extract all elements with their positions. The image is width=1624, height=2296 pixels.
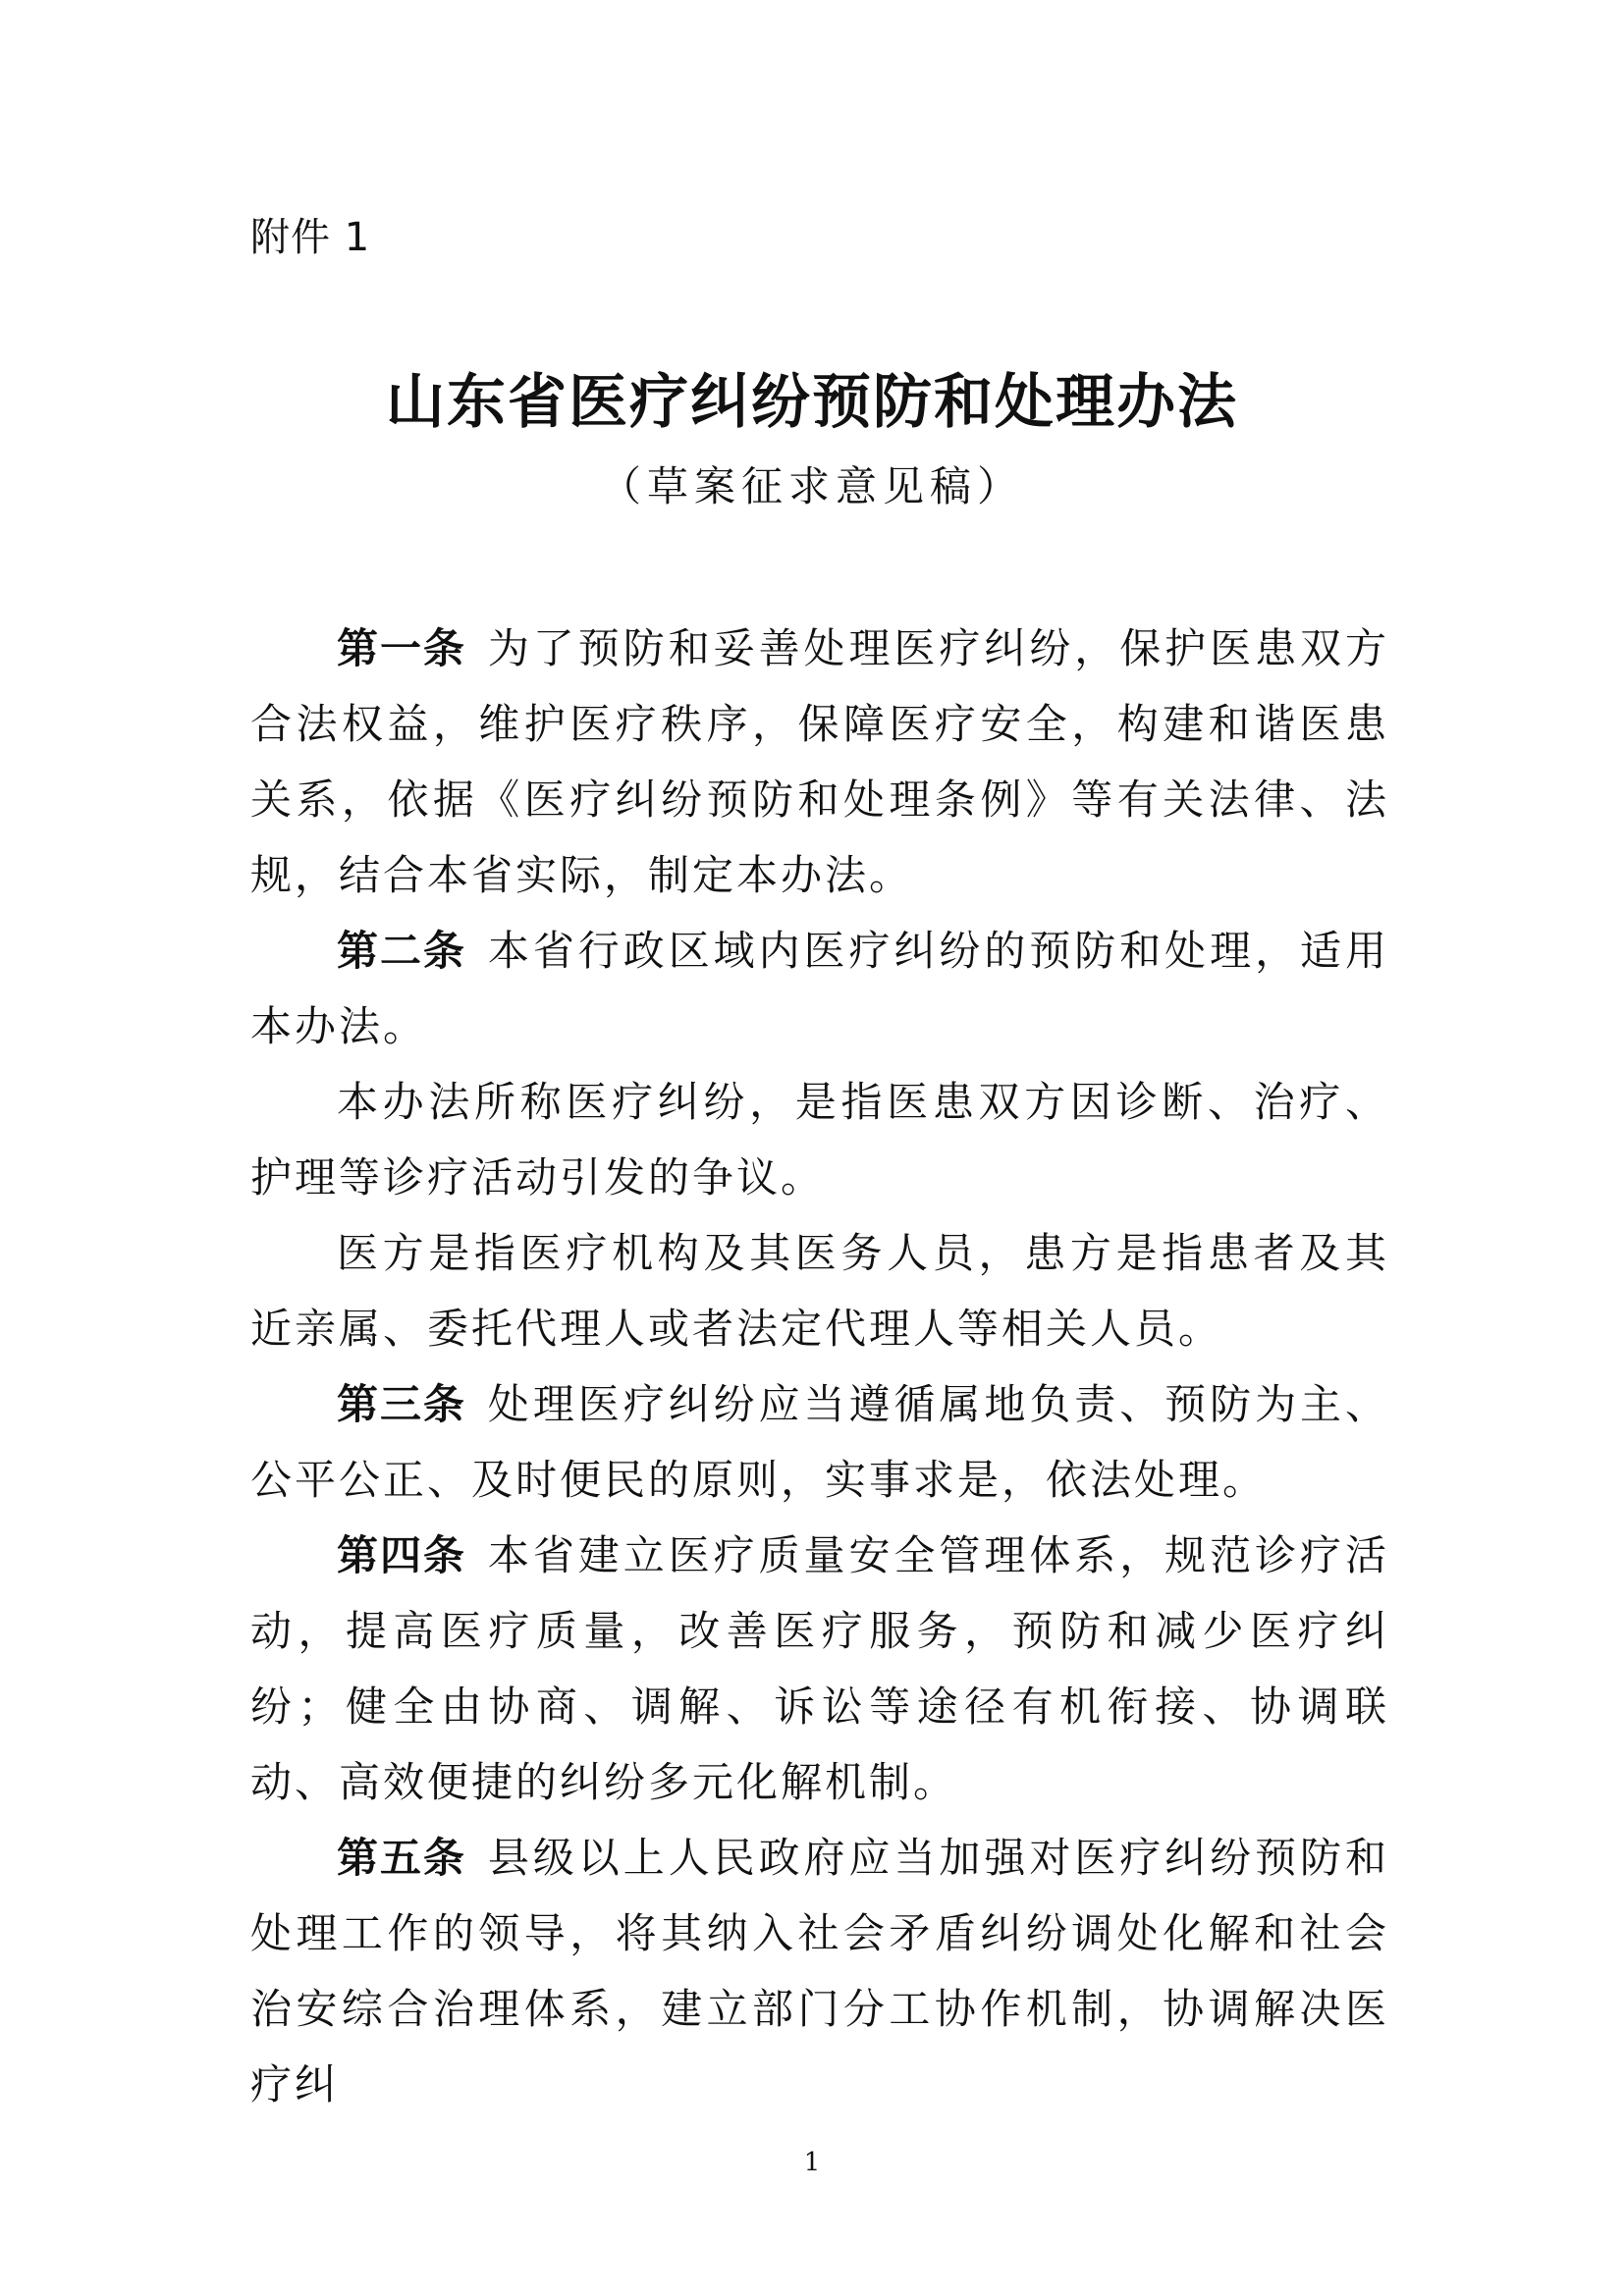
paragraph-definition	[250, 1064, 1389, 1215]
article-label: 第五条	[337, 1834, 466, 1882]
article-label: 第二条	[337, 927, 466, 975]
paragraph-text: 为了预防和妥善处理医疗纠纷，保护医患双方合法权益，维护医疗秩序，保障医疗安全，构建和谐医患关系，依据《医疗纠纷预防和处理条例》等有关法律、法规，结合本省实际，制定本办法。	[250, 624, 1389, 899]
paragraph-parties	[250, 1215, 1389, 1366]
paragraph-text: 本省建立医疗质量安全管理体系，规范诊疗活动，提高医疗质量，改善医疗服务，预防和减少医疗纠纷；健全由协商、调解、诉讼等途径有机衔接、协调联动、高效便捷的纠纷多元化解机制。	[250, 1531, 1389, 1806]
paragraph-article-4	[250, 1518, 1389, 1820]
paragraph-text: 处理医疗纠纷应当遵循属地负责、预防为主、公平公正、及时便民的原则，实事求是，依法处理。	[250, 1380, 1389, 1504]
paragraph-article-3	[250, 1366, 1389, 1518]
article-label: 第一条	[337, 624, 466, 672]
paragraph-article-5	[250, 1820, 1389, 2122]
attachment-label: 附件 1	[250, 215, 371, 260]
page-number: 1	[803, 2148, 821, 2177]
document-title: 山东省医疗纠纷预防和处理办法	[386, 368, 1238, 437]
document-subtitle: （草案征求意见稿）	[599, 462, 1024, 510]
article-label: 第三条	[337, 1380, 466, 1428]
paragraph-article-1	[250, 611, 1389, 913]
document-body	[250, 611, 1389, 2122]
paragraph-text: 医方是指医疗机构及其医务人员，患方是指患者及其近亲属、委托代理人或者法定代理人等相关人员。	[250, 1229, 1389, 1353]
paragraph-text: 本办法所称医疗纠纷，是指医患双方因诊断、治疗、护理等诊疗活动引发的争议。	[250, 1078, 1389, 1201]
paragraph-text: 县级以上人民政府应当加强对医疗纠纷预防和处理工作的领导，将其纳入社会矛盾纠纷调处化解和社会治安综合治理体系，建立部门分工协作机制，协调解决医疗纠	[250, 1834, 1389, 2109]
article-label: 第四条	[337, 1531, 466, 1579]
paragraph-article-2	[250, 913, 1389, 1064]
paragraph-text: 本省行政区域内医疗纠纷的预防和处理，适用本办法。	[250, 927, 1389, 1050]
